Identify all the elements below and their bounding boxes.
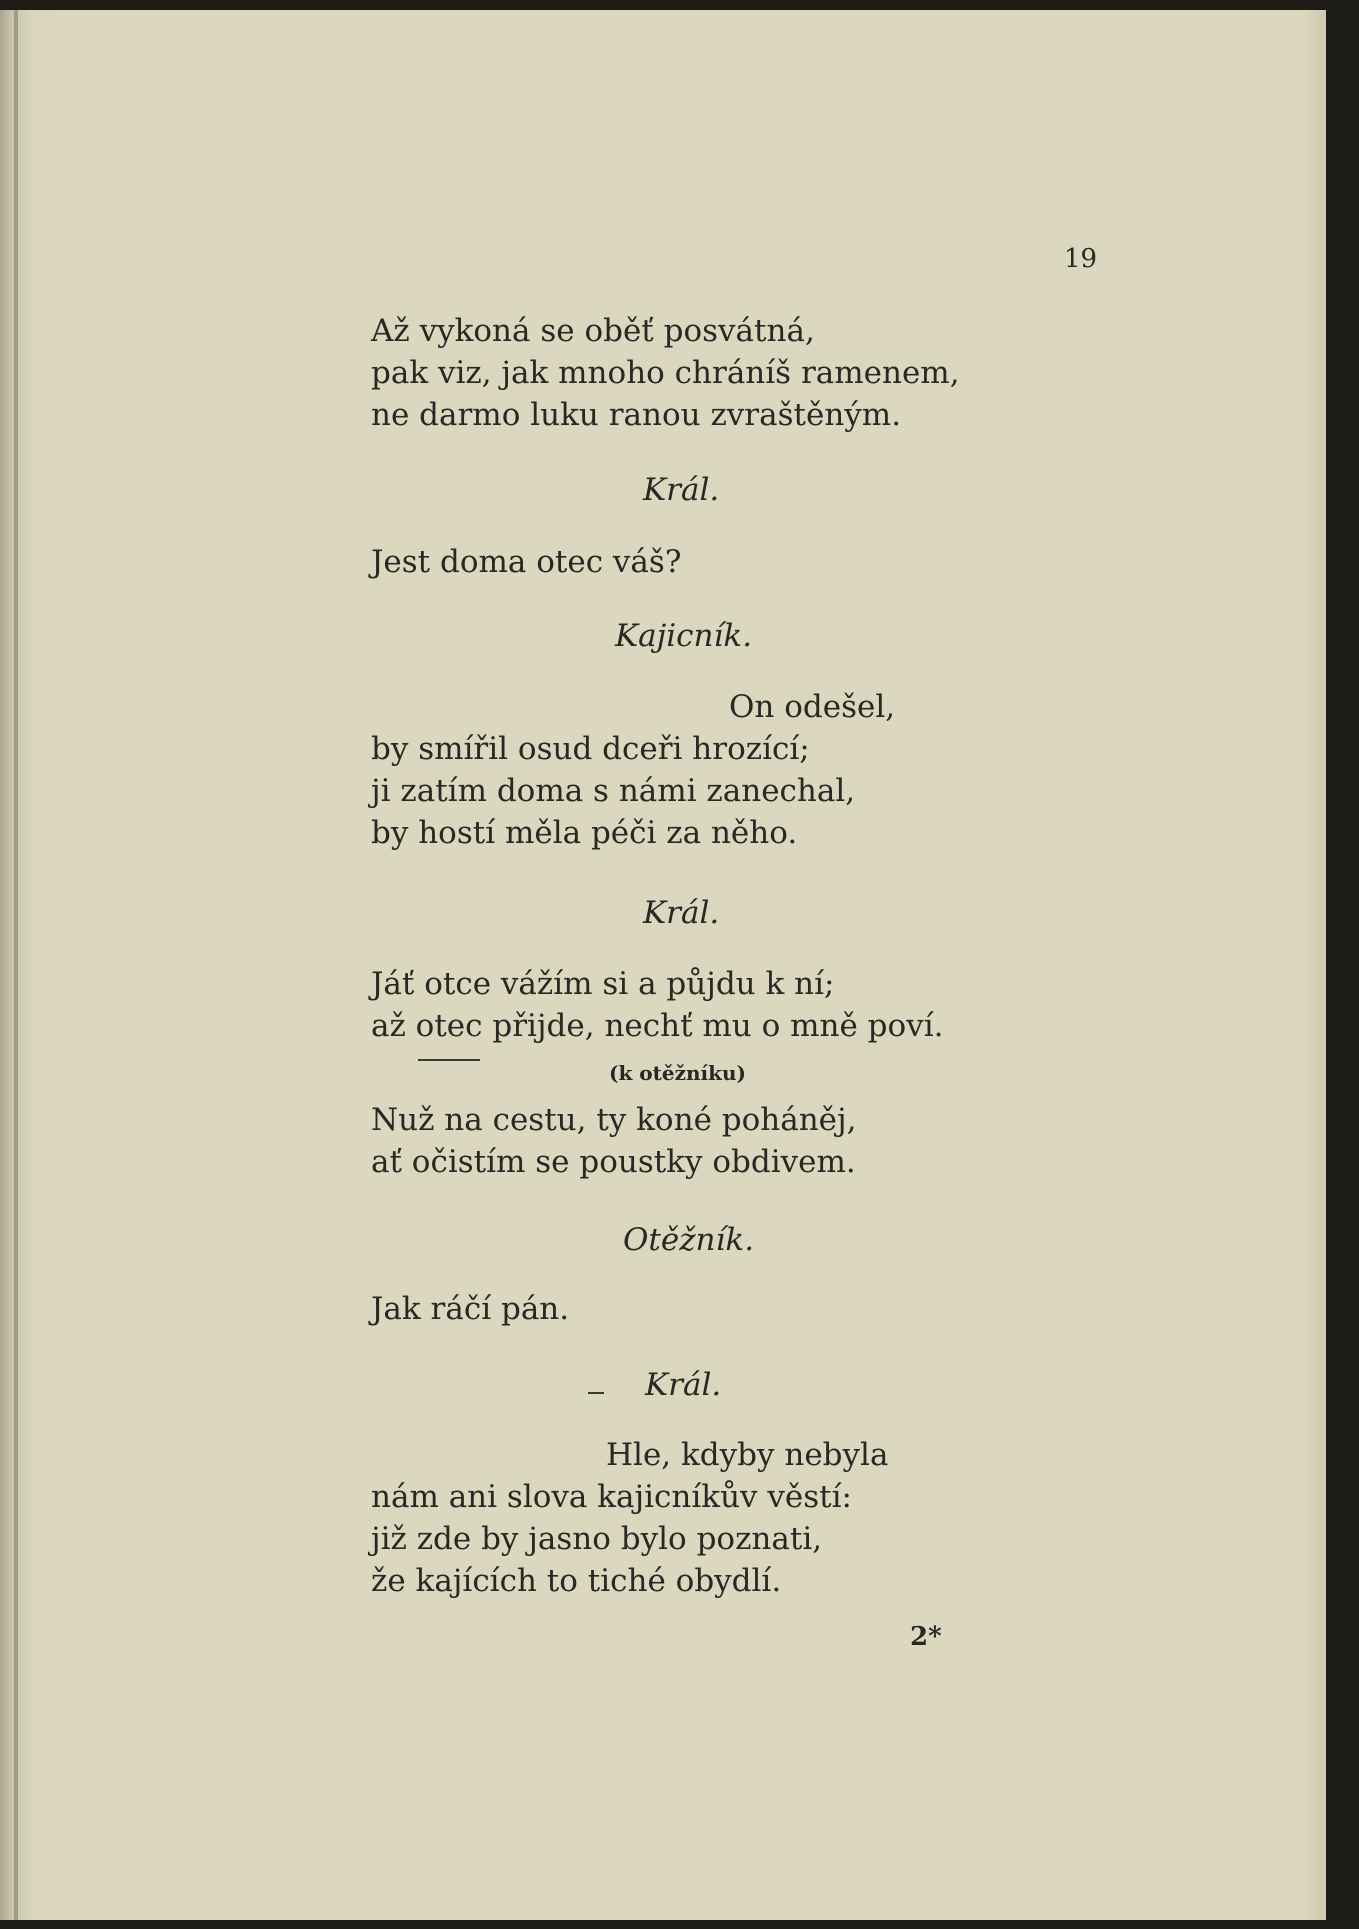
verse-line: již zde by jasno bylo poznati,	[371, 1521, 823, 1557]
verse-stanza-7	[371, 1476, 852, 1602]
verse-stanza-3	[371, 728, 855, 854]
verse-line: ne darmo luku ranou zvraštěným.	[371, 397, 902, 433]
stage-direction: (k otěžníku)	[609, 1061, 746, 1085]
verse-line: že kajících to tiché obydlí.	[371, 1563, 782, 1599]
verse-stanza-1	[371, 310, 960, 436]
verse-line: Jest doma otec váš?	[371, 544, 682, 580]
verse-stanza-5	[371, 1099, 857, 1183]
verse-line: Hle, kdyby nebyla	[606, 1437, 889, 1473]
page-number: 19	[1064, 244, 1098, 274]
verse-line: pak viz, jak mnoho chráníš ramenem,	[371, 355, 960, 391]
verse-line: by hostí měla péči za něho.	[371, 815, 798, 851]
verse-line: Jak ráčí pán.	[371, 1291, 570, 1327]
verse-stanza-4	[371, 963, 943, 1047]
verse-line: nám ani slova kajicníkův věstí:	[371, 1479, 852, 1515]
verse-stanza-6	[371, 1288, 569, 1330]
verse-line: On odešel,	[729, 689, 896, 725]
signature-mark: 2*	[910, 1622, 942, 1652]
speaker-name: Kajicník.	[615, 618, 753, 654]
verse-line: Jáť otce vážím si a půjdu k ní;	[371, 966, 835, 1002]
speaker-name: Král.	[643, 472, 720, 508]
speaker-name: Otěžník.	[623, 1222, 755, 1258]
speaker-name: Král.	[645, 1367, 722, 1403]
verse-line: až otec přijde, nechť mu o mně poví.	[371, 1008, 944, 1044]
verse-line: by smířil osud dceři hrozící;	[371, 731, 810, 767]
verse-line: Až vykoná se oběť posvátná,	[371, 313, 815, 349]
verse-line: Nuž na cestu, ty koné poháněj,	[371, 1102, 857, 1138]
speaker-name: Král.	[643, 895, 720, 931]
dash-mark	[588, 1392, 604, 1394]
verse-line: ať očistím se poustky obdivem.	[371, 1144, 856, 1180]
page-spine-shadow	[14, 10, 18, 1920]
verse-line: ji zatím doma s námi zanechal,	[371, 773, 856, 809]
verse-stanza-2	[371, 541, 681, 583]
dash-mark	[418, 1059, 480, 1061]
